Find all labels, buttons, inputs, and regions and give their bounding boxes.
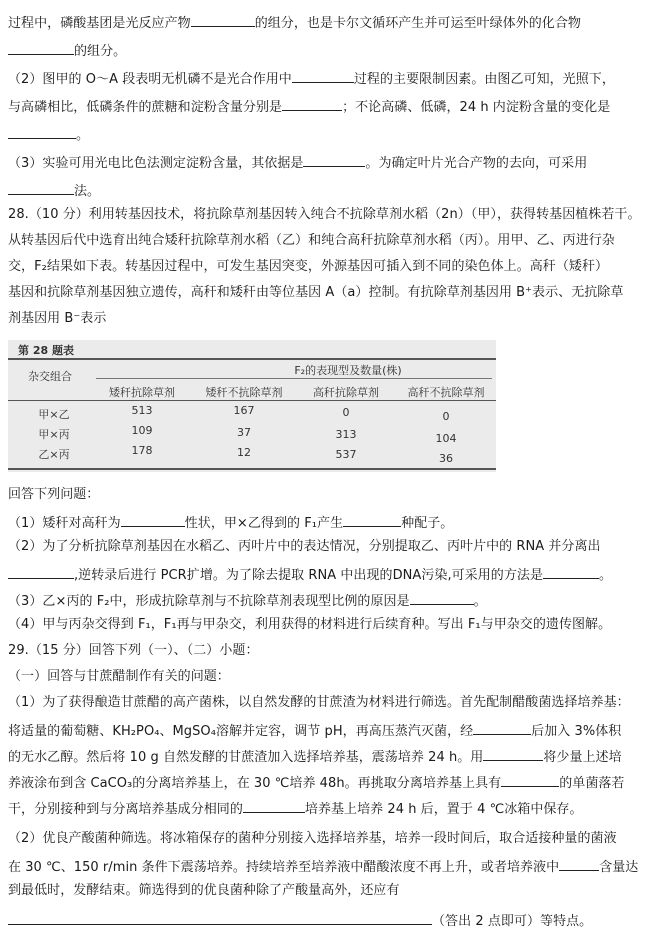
text-line: 将适量的葡萄糖、KH₂PO₄、MgSO₄溶解并定容，调节 pH，再高压蒸汽灭菌，经 后加入 3%体积 xyxy=(8,720,660,741)
text-line: （1）为了获得酿造甘蔗醋的高产菌株，以自然发酵的甘蔗渣为材料进行筛选。首先配制醋酸菌选择培养基： xyxy=(8,695,630,710)
text-line: 回答下列问题： xyxy=(8,487,100,502)
table-col-header: 高秆不抗除草剂 xyxy=(407,386,485,399)
text-line: 在 30 ℃、150 r/min 条件下震荡培养。持续培养至培养液中醋酸浓度不再上升，或者培养液中 含量达 xyxy=(8,856,660,877)
answer-blank[interactable] xyxy=(8,564,74,579)
table-cell: 104 xyxy=(435,432,457,445)
table-col-header: 高秆抗除草剂 xyxy=(313,386,379,399)
answer-blank[interactable] xyxy=(483,746,543,761)
table-col-header: 矮秆抗除草剂 xyxy=(109,386,175,399)
answer-blank[interactable] xyxy=(410,590,474,605)
text-line: （3）乙×丙的 F₂中，形成抗除草剂与不抗除草剂表现型比例的原因是 。 xyxy=(8,590,660,611)
table-group-header: 杂交组合 xyxy=(28,370,72,383)
text-line: 与高磷相比，低磷条件的蔗糖和淀粉含量分别是 ；不论高磷、低磷，24 h 内淀粉含量的变化是 xyxy=(8,96,660,117)
table-cell: 109 xyxy=(131,424,153,437)
text-line: （4）甲与丙杂交得到 F₁，F₁再与甲杂交，利用获得的材料进行后续育种。写出 F₁与甲杂交的遗传图解。 xyxy=(8,617,612,632)
text-line: 基因和抗除草剂基因独立遗传，高秆和矮秆由等位基因 A（a）控制。有抗除草剂基因用 B⁺表示、无抗除草 xyxy=(8,285,624,300)
text-line: （一）回答与甘蔗醋制作有关的问题： xyxy=(8,669,230,684)
answer-blank[interactable] xyxy=(121,512,185,527)
answer-blank[interactable] xyxy=(8,180,74,195)
text-line: 到最低时，发酵结束。筛选得到的优良菌种除了产酸量高外，还应有 xyxy=(8,883,400,898)
table-cell: 12 xyxy=(237,446,251,459)
answer-blank[interactable] xyxy=(303,152,365,167)
text-line: ,逆转录后进行 PCR扩增。为了除去提取 RNA 中出现的DNA污染,可采用的方法是 。 xyxy=(8,564,660,585)
answer-blank[interactable] xyxy=(292,68,354,83)
table-cell: 36 xyxy=(439,452,453,465)
table-caption: 第 28 题表 xyxy=(18,344,74,357)
table-cell: 37 xyxy=(237,426,251,439)
text-line: （2）为了分析抗除草剂基因在水稻乙、丙叶片中的表达情况，分别提取乙、丙叶片中的 RNA 并分离出 xyxy=(8,539,601,554)
table-row-label: 乙×丙 xyxy=(38,448,70,461)
text-line: 的组分。 xyxy=(8,40,660,61)
text-line: （2）图甲的 O～A 段表明无机磷不是光合作用中 过程的主要限制因素。由图乙可知，光照下， xyxy=(8,68,660,89)
table-row-label: 甲×乙 xyxy=(38,408,70,421)
table-cell: 178 xyxy=(131,444,153,457)
text-line: （答出 2 点即可）等特点。 xyxy=(8,910,660,931)
table-cell: 167 xyxy=(233,404,255,417)
text-line: 交，F₂结果如下表。转基因过程中，可发生基因突变，外源基因可插入到不同的染色体上。高秆（矮秆） xyxy=(8,259,609,274)
table-col-header: 矮秆不抗除草剂 xyxy=(205,386,283,399)
answer-blank[interactable] xyxy=(473,720,531,735)
text-line: 过程中，磷酸基团是光反应产物 的组分，也是卡尔文循环产生并可运至叶绿体外的化合物 xyxy=(8,12,660,33)
text-line: （2）优良产酸菌种筛选。将冰箱保存的菌种分别接入选择培养基，培养一段时间后，取合适接种量的菌液 xyxy=(8,831,617,846)
text-line: 从转基因后代中选育出纯合矮秆抗除草剂水稻（乙）和纯合高秆抗除草剂水稻（丙）。用甲、乙、丙进行杂 xyxy=(8,233,615,248)
answer-blank[interactable] xyxy=(191,12,255,27)
answer-blank[interactable] xyxy=(8,124,76,139)
answer-blank[interactable] xyxy=(243,798,305,813)
table-cell: 0 xyxy=(442,410,450,423)
text-line: 的无水乙醇。然后将 10 g 自然发酵的甘蔗渣加入选择培养基，震荡培养 24 h。用 将少量上述培 xyxy=(8,746,660,767)
answer-blank[interactable] xyxy=(8,40,74,55)
answer-blank[interactable] xyxy=(343,512,401,527)
text-line: 。 xyxy=(8,124,660,145)
answer-blank[interactable] xyxy=(282,96,342,111)
text-line: （1）矮秆对高秆为 性状，甲×乙得到的 F₁产生 种配子。 xyxy=(8,512,660,533)
table-cell: 513 xyxy=(131,404,153,417)
question-28-table xyxy=(8,340,496,472)
answer-blank[interactable] xyxy=(559,856,599,871)
table-row-label: 甲×丙 xyxy=(38,428,70,441)
text-line: 养液涂布到含 CaCO₃的分离培养基上，在 30 ℃培养 48h。再挑取分离培养基上具有 的单菌落若 xyxy=(8,772,660,793)
question-29: 29.（15 分）回答下列（一）、（二）小题： xyxy=(8,643,259,658)
table-cell: 537 xyxy=(335,448,357,461)
answer-blank[interactable] xyxy=(501,772,559,787)
text-line: 法。 xyxy=(8,180,660,201)
text-line: （3）实验可用光电比色法测定淀粉含量，其依据是 。为确定叶片光合产物的去向，可采用 xyxy=(8,152,660,173)
table-cell: 0 xyxy=(342,406,350,419)
table-cell: 313 xyxy=(335,428,357,441)
text-line: 剂基因用 B⁻表示 xyxy=(8,311,107,326)
text-line: 干，分别接种到与分离培养基成分相同的 培养基上培养 24 h 后，置于 4 ℃冰箱中保存。 xyxy=(8,798,660,819)
answer-blank[interactable] xyxy=(8,910,432,925)
table-f2-header: F₂的表现型及数量(株) xyxy=(294,364,402,377)
question-28: 28.（10 分）利用转基因技术，将抗除草剂基因转入纯合不抗除草剂水稻（2n）（甲），获得转基因植株若干。 xyxy=(8,207,641,222)
answer-blank[interactable] xyxy=(543,564,599,579)
